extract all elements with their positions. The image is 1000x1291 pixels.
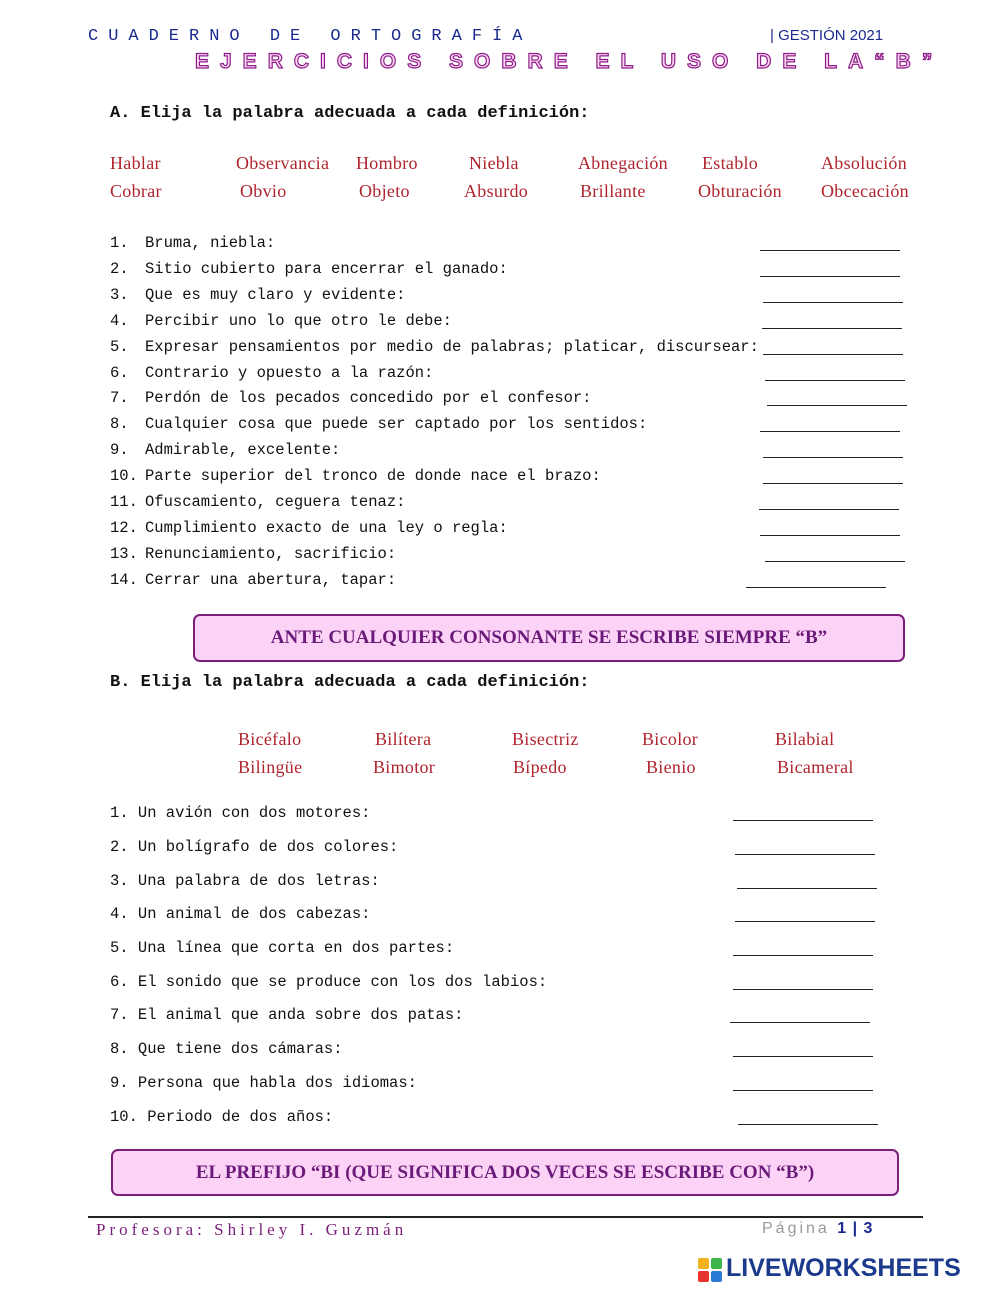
question-item: 13. Renunciamiento, sacrificio: <box>110 545 397 563</box>
question-item: 11. Ofuscamiento, ceguera tenaz: <box>110 493 406 511</box>
management-year-tag: | GESTIÓN 2021 <box>770 27 884 44</box>
section-a-instruction: A. Elija la palabra adecuada a cada definición: <box>110 104 590 123</box>
word-bank-item: Cobrar <box>110 181 162 201</box>
question-item: 2. Un bolígrafo de dos colores: <box>110 838 399 856</box>
word-bank-item: Bicéfalo <box>238 729 302 749</box>
word-bank-item: Bípedo <box>513 757 567 777</box>
answer-blank[interactable] <box>763 457 903 458</box>
question-item: 9. Admirable, excelente: <box>110 441 341 459</box>
question-item: 5. Una línea que corta en dos partes: <box>110 939 455 957</box>
answer-blank[interactable] <box>765 561 905 562</box>
answer-blank[interactable] <box>733 1056 873 1057</box>
answer-blank[interactable] <box>763 302 903 303</box>
answer-blank[interactable] <box>765 380 905 381</box>
question-item: 9. Persona que habla dos idiomas: <box>110 1074 417 1092</box>
word-bank-item: Bisectriz <box>512 729 579 749</box>
notebook-title: CUADERNO DE ORTOGRAFÍA <box>88 27 533 46</box>
question-item: 1. Un avión con dos motores: <box>110 804 371 822</box>
question-item: 14. Cerrar una abertura, tapar: <box>110 571 397 589</box>
word-bank-item: Obvio <box>240 181 287 201</box>
word-bank-item: Hablar <box>110 153 161 173</box>
question-item: 3. Que es muy claro y evidente: <box>110 286 406 304</box>
answer-blank[interactable] <box>735 854 875 855</box>
answer-blank[interactable] <box>733 820 873 821</box>
answer-blank[interactable] <box>733 955 873 956</box>
question-item: 4. Percibir uno lo que otro le debe: <box>110 312 452 330</box>
answer-blank[interactable] <box>759 509 899 510</box>
question-item: 7. El animal que anda sobre dos patas: <box>110 1006 464 1024</box>
question-item: 5. Expresar pensamientos por medio de palabras; platicar, discursear: <box>110 338 759 356</box>
answer-blank[interactable] <box>746 587 886 588</box>
word-bank-item: Bimotor <box>373 757 436 777</box>
question-item: 6. Contrario y opuesto a la razón: <box>110 364 434 382</box>
answer-blank[interactable] <box>760 276 900 277</box>
page-label: Página <box>762 1220 830 1237</box>
teacher-name: Profesora: Shirley I. Guzmán <box>96 1220 408 1239</box>
word-bank-item: Bilabial <box>775 729 835 749</box>
answer-blank[interactable] <box>767 405 907 406</box>
answer-blank[interactable] <box>760 431 900 432</box>
answer-blank[interactable] <box>733 1090 873 1091</box>
word-bank-item: Obcecación <box>821 181 909 201</box>
word-bank-item: Observancia <box>236 153 330 173</box>
answer-blank[interactable] <box>763 354 903 355</box>
word-bank-item: Bicameral <box>777 757 854 777</box>
question-item: 3. Una palabra de dos letras: <box>110 872 380 890</box>
liveworksheets-logo-icon <box>698 1258 722 1282</box>
answer-blank[interactable] <box>737 888 877 889</box>
page-title: EJERCICIOS SOBRE EL USO DE LA“B” <box>195 50 944 73</box>
answer-blank[interactable] <box>763 483 903 484</box>
word-bank-item: Brillante <box>580 181 646 201</box>
word-bank-item: Obturación <box>698 181 782 201</box>
footer-divider <box>88 1216 923 1218</box>
answer-blank[interactable] <box>738 1124 878 1125</box>
rule-box-prefix-bi <box>111 1149 899 1196</box>
rule-text: ANTE CUALQUIER CONSONANTE SE ESCRIBE SIEMPRE “B” <box>270 627 828 648</box>
question-item: 8. Que tiene dos cámaras: <box>110 1040 343 1058</box>
word-bank-item: Bicolor <box>642 729 699 749</box>
word-bank-item: Bilingüe <box>238 757 303 777</box>
rule-text: EL PREFIJO “BI (QUE SIGNIFICA DOS VECES SE ESCRIBE CON “B”) <box>195 1162 815 1183</box>
word-bank-item: Absurdo <box>464 181 529 201</box>
question-item: 8. Cualquier cosa que puede ser captado por los sentidos: <box>110 415 648 433</box>
question-item: 7. Perdón de los pecados concedido por el confesor: <box>110 389 592 407</box>
word-bank-item: Absolución <box>821 153 907 173</box>
page-indicator <box>762 1220 873 1238</box>
page-number: 1 | 3 <box>837 1220 874 1237</box>
answer-blank[interactable] <box>730 1022 870 1023</box>
question-item: 10. Periodo de dos años: <box>110 1108 334 1126</box>
question-item: 12. Cumplimiento exacto de una ley o regla: <box>110 519 508 537</box>
rule-box-consonant <box>193 614 905 662</box>
question-item: 4. Un animal de dos cabezas: <box>110 905 371 923</box>
word-bank-item: Hombro <box>356 153 418 173</box>
question-item: 1. Bruma, niebla: <box>110 234 276 252</box>
answer-blank[interactable] <box>735 921 875 922</box>
liveworksheets-brand: LIVEWORKSHEETS <box>726 1254 961 1282</box>
word-bank-item: Abnegación <box>578 153 668 173</box>
word-bank-item: Establo <box>702 153 759 173</box>
question-item: 10. Parte superior del tronco de donde nace el brazo: <box>110 467 601 485</box>
section-b-instruction: B. Elija la palabra adecuada a cada definición: <box>110 673 590 692</box>
answer-blank[interactable] <box>733 989 873 990</box>
word-bank-item: Niebla <box>469 153 519 173</box>
word-bank-item: Bienio <box>646 757 696 777</box>
word-bank-item: Objeto <box>359 181 410 201</box>
word-bank-item: Bilítera <box>375 729 432 749</box>
question-item: 2. Sitio cubierto para encerrar el ganado: <box>110 260 508 278</box>
question-item: 6. El sonido que se produce con los dos labios: <box>110 973 548 991</box>
answer-blank[interactable] <box>760 535 900 536</box>
answer-blank[interactable] <box>762 328 902 329</box>
answer-blank[interactable] <box>760 250 900 251</box>
